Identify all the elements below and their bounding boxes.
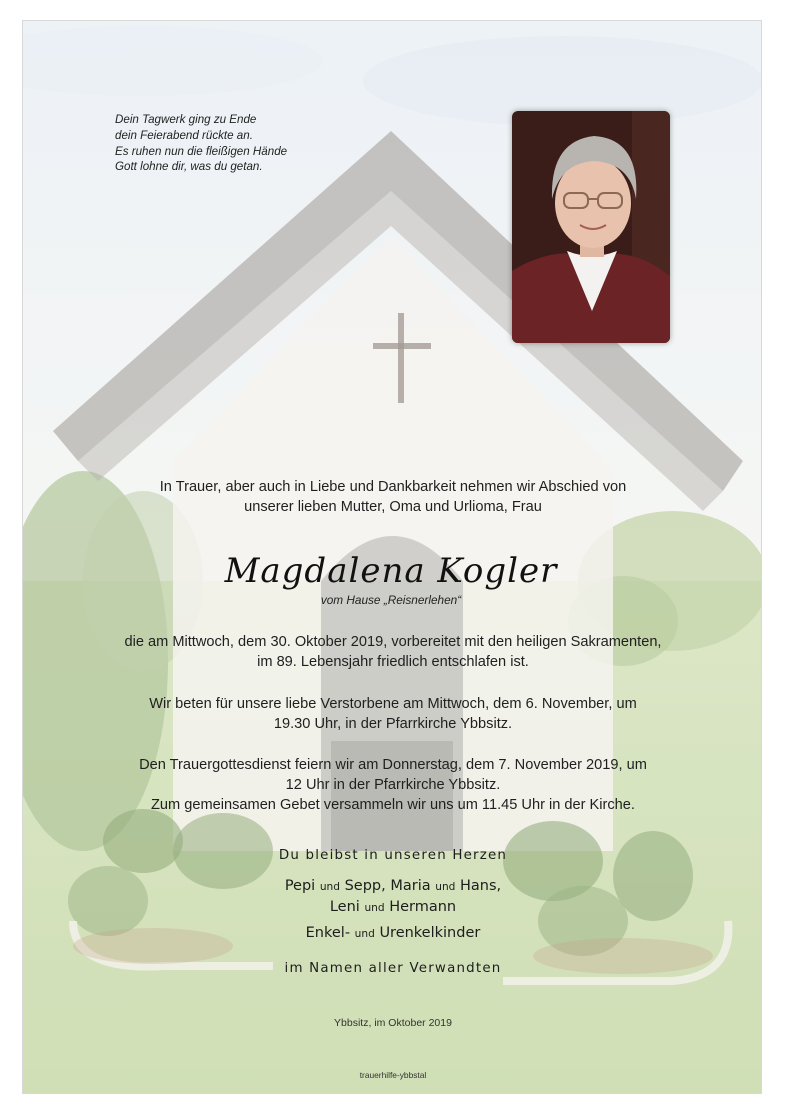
poem-line: Gott lohne dir, was du getan. <box>115 160 263 174</box>
mourners-line <box>183 876 603 897</box>
text-line: im 89. Lebensjahr friedlich entschlafen ist. <box>257 654 529 670</box>
publisher-footer: trauerhilfe-ybbstal <box>359 1070 427 1080</box>
text-line: 12 Uhr in der Pfarrkirche Ybbsitz. <box>285 777 501 793</box>
mourners-line <box>183 897 603 918</box>
memorial-poem <box>115 112 345 175</box>
house-name: vom Hause „Reisnerlehen“ <box>320 593 462 607</box>
relatives-line: im Namen aller Verwandten <box>284 961 502 976</box>
mourner-name: Pepi <box>284 878 316 894</box>
conjunction: und <box>435 881 456 893</box>
mourner-name: Hermann <box>389 899 457 915</box>
poem-line: Es ruhen nun die fleißigen Hände <box>115 144 288 158</box>
mourner-name: Hans, <box>460 878 502 894</box>
intro-line: unserer lieben Mutter, Oma und Urlioma, Frau <box>244 499 542 515</box>
intro-line: In Trauer, aber auch in Liebe und Dankbarkeit nehmen wir Abschied von <box>159 479 627 495</box>
prayer-notice <box>83 694 703 734</box>
mourners-heading: Du bleibst in unseren Herzen <box>278 848 508 863</box>
deceased-name: Magdalena Kogler <box>224 551 558 591</box>
conjunction: und <box>364 902 385 914</box>
text-line: 19.30 Uhr, in der Pfarrkirche Ybbsitz. <box>273 716 513 732</box>
text-line: Den Trauergottesdienst feiern wir am Donnerstag, dem 7. November 2019, um <box>139 757 647 773</box>
text-line: die am Mittwoch, dem 30. Oktober 2019, vorbereitet mit den heiligen Sakramenten, <box>124 634 662 650</box>
mourner-name: Leni <box>329 899 360 915</box>
mourner-name: Urenkelkinder <box>379 925 481 941</box>
obituary-card <box>22 20 762 1094</box>
text-line: Zum gemeinsamen Gebet versammeln wir uns um 11.45 Uhr in der Kirche. <box>151 797 635 813</box>
mourner-name: Enkel- <box>305 925 351 941</box>
intro-text <box>83 477 703 517</box>
conjunction: und <box>354 928 375 940</box>
funeral-service-notice <box>83 755 703 815</box>
text-line: Wir beten für unsere liebe Verstorbene am Mittwoch, dem 6. November, um <box>149 696 637 712</box>
place-date: Ybbsitz, im Oktober 2019 <box>334 1017 452 1029</box>
poem-line: Dein Tagwerk ging zu Ende <box>115 113 257 126</box>
mourners-line <box>183 923 603 944</box>
death-notice <box>83 632 703 672</box>
mourner-name: Sepp, Maria <box>344 878 431 894</box>
poem-line: dein Feierabend rückte an. <box>115 128 253 142</box>
conjunction: und <box>319 881 340 893</box>
portrait-photo <box>512 111 670 343</box>
